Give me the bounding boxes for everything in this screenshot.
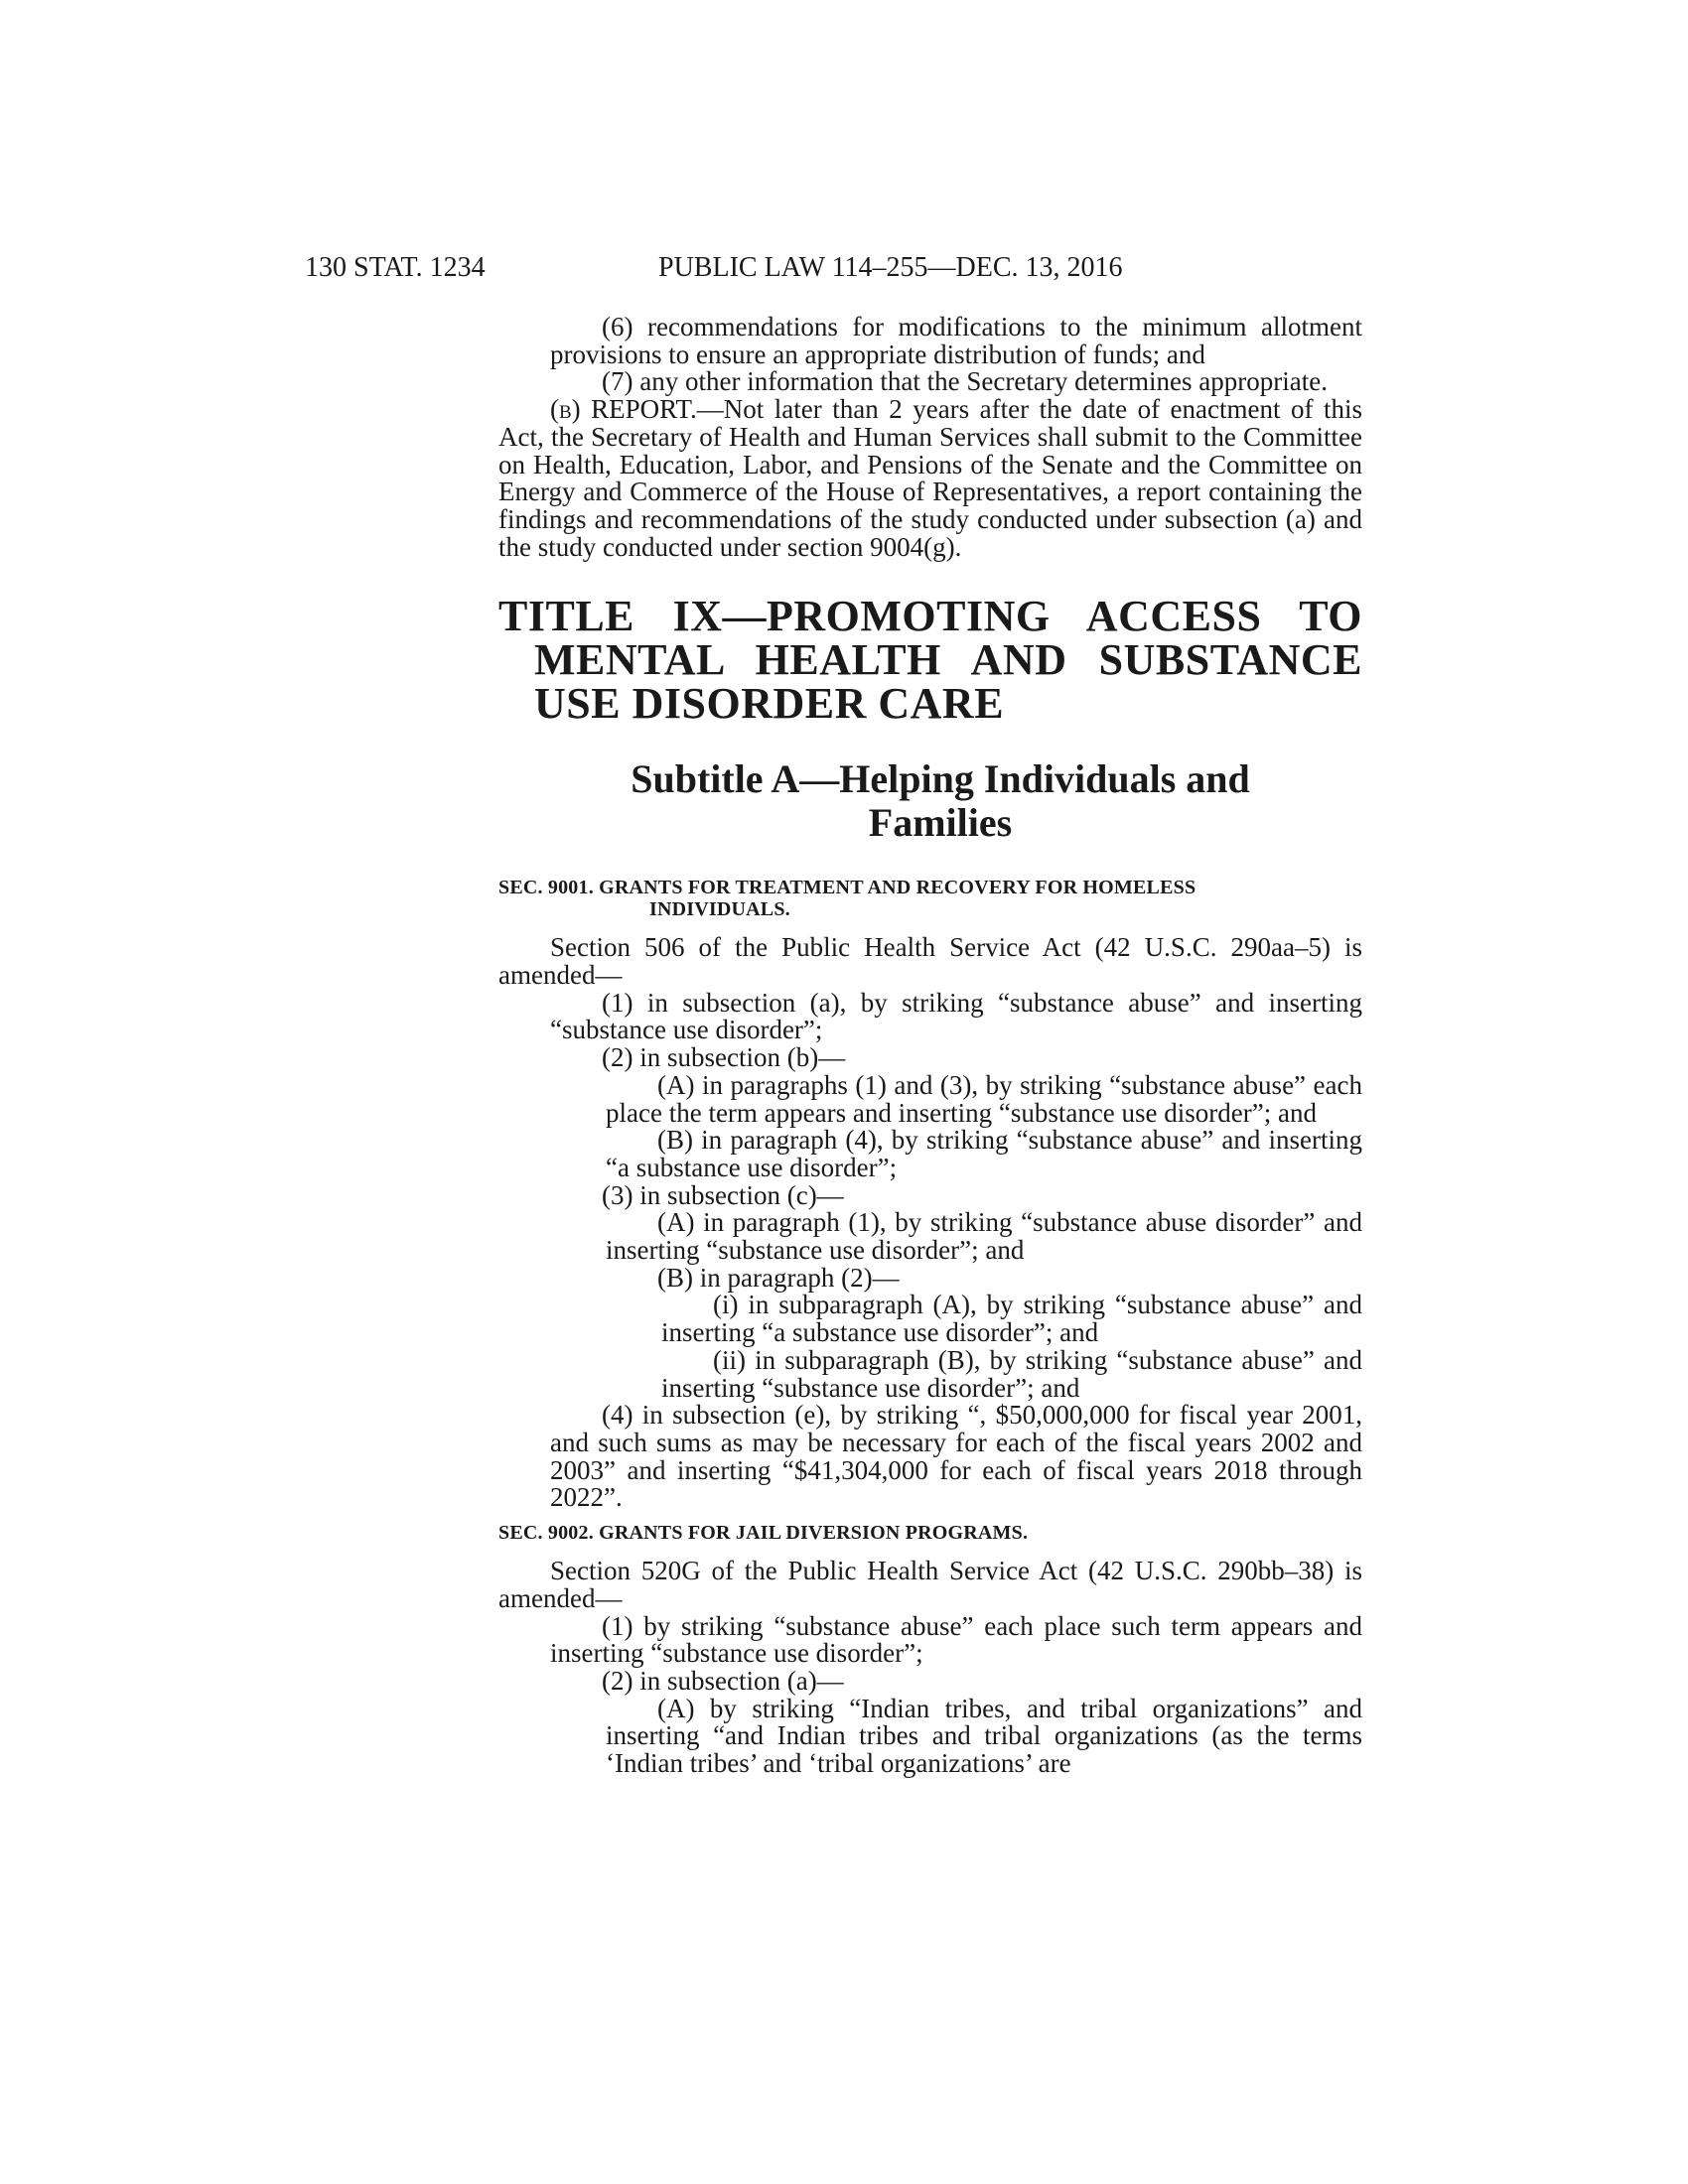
section-9002-body [498,1558,1362,1778]
report-label: (b) REPORT. [550,394,697,425]
report-text: —Not later than 2 years after the date of enactment of this Act, the Secretary of Health and Human Services shall submit to the Committee on Health, Education, Labor, and Pensions of the Senate and the Committee on Energy and Commerce of the House of Representatives, a report containing the findings and recommendations of the study conducted under subsection (a) and the study conducted under section 9004(g). [498,394,1362,562]
public-law-citation: PUBLIC LAW 114–255—DEC. 13, 2016 [658,252,1123,283]
section-9002-para-2a: (A) by striking “Indian tribes, and tribal organizations” and inserting “and Indian tribes and tribal organizations (as the terms ‘Indian tribes’ and ‘tribal organizations’ are [606,1693,1362,1779]
section-9001-heading-line-2: INDIVIDUALS. [649,898,790,921]
section-9001-para-2: (2) in subsection (b)— [602,1042,846,1073]
section-9002-heading-line: SEC. 9002. GRANTS FOR JAIL DIVERSION PROGRAMS. [498,1522,1029,1545]
item-7: (7) any other information that the Secretary determines appropriate. [602,366,1328,397]
subtitle-line-2: Families [868,800,1013,846]
running-head [305,248,1218,288]
section-9002-intro: Section 520G of the Public Health Service Act (42 U.S.C. 290bb–38) is amended— [498,1556,1362,1613]
section-9001-para-3b-ii: (ii) in subparagraph (B), by striking “substance abuse” and inserting “substance use disorder”; and [661,1344,1362,1403]
title-line-1: TITLE IX—PROMOTING ACCESS TO [498,592,1362,641]
section-9001-para-2b: (B) in paragraph (4), by striking “substance abuse” and inserting “a substance use disorder”; [606,1125,1362,1182]
item-6: (6) recommendations for modifications to the minimum allotment provisions to ensure an appropriate distribution of funds; and [550,312,1362,369]
subtitle-line-1: Subtitle A—Helping Individuals and [631,756,1250,802]
section-9001-intro: Section 506 of the Public Health Service Act (42 U.S.C. 290aa–5) is amended— [498,932,1362,991]
stat-page-number: 130 STAT. 1234 [305,252,486,283]
title-line-3: USE DISORDER CARE [534,679,1005,729]
section-9001-para-3: (3) in subsection (c)— [602,1179,844,1210]
section-9002-heading [498,1522,1362,1544]
title-line-2: MENTAL HEALTH AND SUBSTANCE [534,635,1362,685]
section-9002-para-2: (2) in subsection (a)— [602,1665,844,1696]
section-9001-body [498,934,1362,1512]
section-9002-para-1: (1) by striking “substance abuse” each place such term appears and inserting “substance use disorder”; [550,1610,1362,1669]
section-9001-para-3b: (B) in paragraph (2)— [657,1262,900,1293]
section-9001-heading [498,877,1362,920]
body-text [498,314,1362,1778]
section-9001-para-2a: (A) in paragraphs (1) and (3), by striking “substance abuse” each place the term appears and inserting “substance use disorder”; and [606,1069,1362,1128]
section-9001-para-4: (4) in subsection (e), by striking “, $50,000,000 for fiscal year 2001, and such sums as may be necessary for each of the fiscal years 2002 and 2003” and inserting “$41,304,000 for each of fiscal years 2018 through 2022”. [550,1400,1362,1513]
section-9001-para-1: (1) in subsection (a), by striking “substance abuse” and inserting “substance use disorder”; [550,987,1362,1045]
section-9001-heading-line-1: SEC. 9001. GRANTS FOR TREATMENT AND RECOVERY FOR HOMELESS [498,877,1196,899]
section-9001-para-3a: (A) in paragraph (1), by striking “substance abuse disorder” and inserting “substance use disorder”; and [606,1207,1362,1266]
subtitle-heading [498,757,1362,845]
title-heading [498,592,1362,729]
section-9001-para-3b-i: (i) in subparagraph (A), by striking “substance abuse” and inserting “a substance use disorder”; and [661,1290,1362,1348]
report-paragraph [498,396,1362,561]
